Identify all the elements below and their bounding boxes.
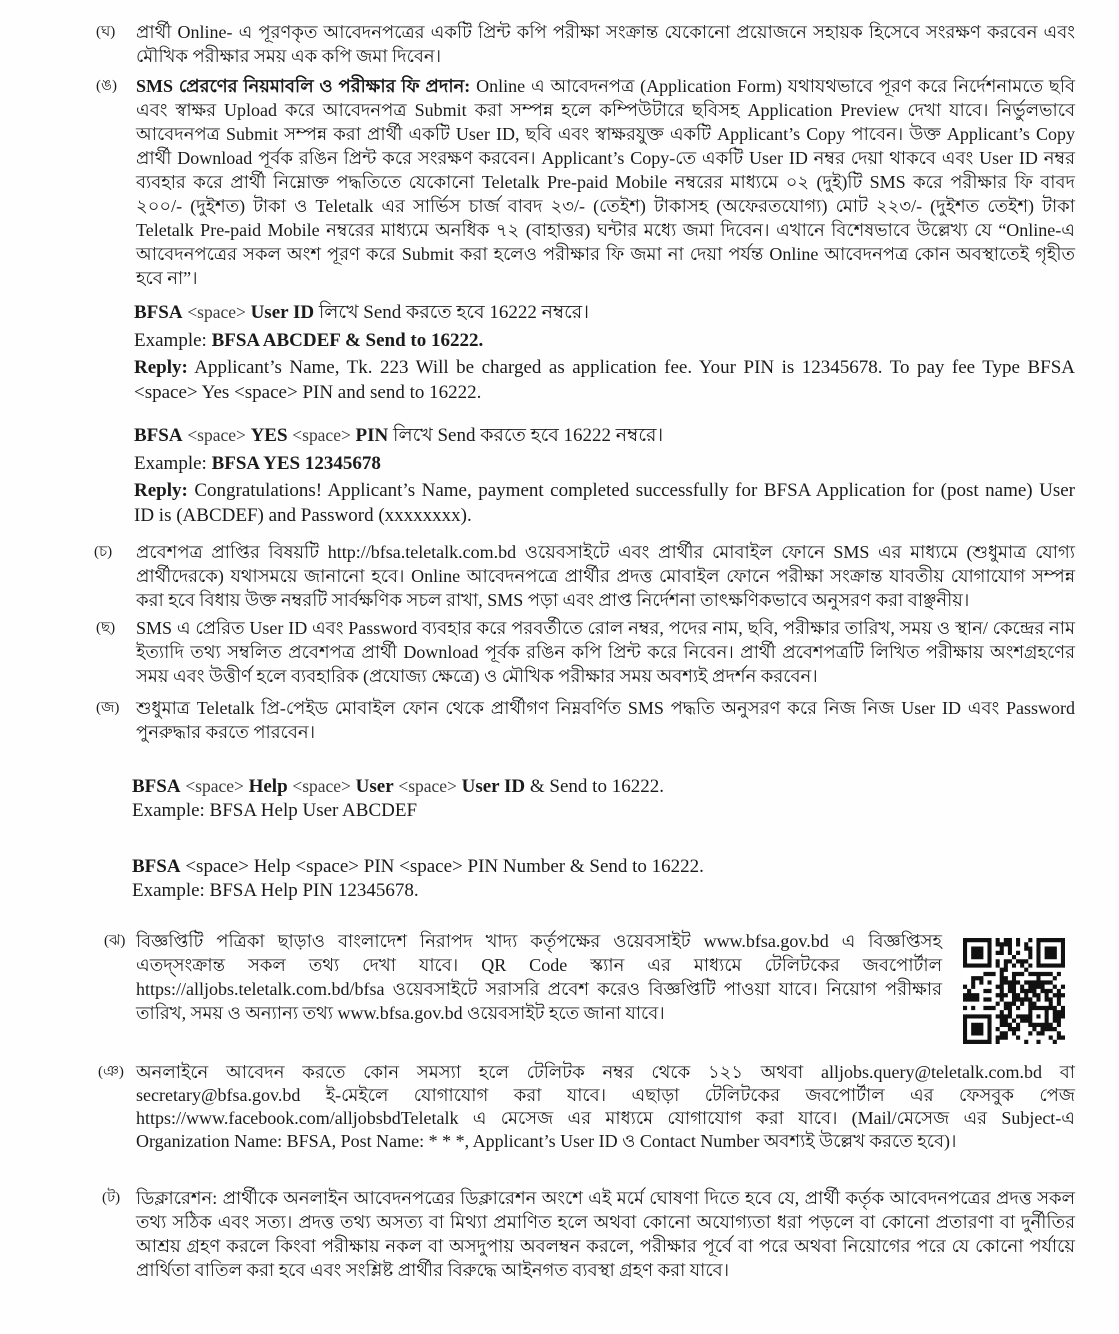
sms-suffix: লিখে Send করতে হবে 16222 নম্বরে। — [318, 302, 590, 323]
item-admit-card-download — [0, 616, 1075, 688]
item-text: SMS এ প্রেরিত User ID এবং Password ব্যবহার করে পরবর্তীতে রোল নম্বর, পদের নাম, ছবি, পরীক্ষার তারিখ, সময় ও স্থান/ কেন্দ্রের নাম ইত্যাদি তথ্য সম্বলিত প্রবেশপত্র প্রার্থী Download পূর্বক রঙিন কপি প্রিন্ট করে নিবেন। প্রার্থী প্রবেশপত্রটি লিখিত পরীক্ষায় অংশগ্রহণের সময় এবং উত্তীর্ণ হলে ব্যবহারিক (প্রযোজ্য ক্ষেত্রে) ও মৌখিক পরীক্ষার সময় অবশ্যই প্রদর্শন করবেন। — [136, 618, 1075, 686]
item-label: (ট) — [102, 1190, 121, 1206]
sms-field: User ID — [250, 302, 315, 323]
item-label: (ঞ) — [98, 1064, 124, 1080]
sms-space-placeholder: <space> — [187, 302, 246, 322]
sms-space-placeholder: <space> — [185, 776, 244, 796]
item-text: ডিক্লারেশন: প্রার্থীকে অনলাইন আবেদনপত্রের ডিক্লারেশন অংশে এই মর্মে ঘোষণা দিতে হবে যে, প্রার্থী কর্তৃক আবেদনপত্রের প্রদত্ত সকল তথ্য সঠিক এবং সত্য। প্রদত্ত তথ্য অসত্য বা মিথ্যা প্রমাণিত হলে অথবা কোনো অযোগ্যতা ধরা পড়লে বা কোনো প্রতারণা বা দুর্নীতির আশ্রয় গ্রহণ করলে কিংবা পরীক্ষায় নকল বা অসদুপায় অবলম্বন করলে, পরীক্ষার পূর্বে বা পরে অথবা নিয়োগের পরে যে কোনো পর্যায়ে প্রার্থিতা বাতিল করা হবে এবং সংশ্লিষ্ট প্রার্থীর বিরুদ্ধে আইনগত ব্যবস্থা গ্রহণ করা যাবে। — [136, 1188, 1075, 1280]
sms-keyword: User — [355, 776, 394, 797]
item-website-info — [0, 929, 942, 1025]
item-declaration — [0, 1186, 1075, 1282]
sms-prefix: BFSA — [134, 425, 183, 446]
item-text: অনলাইনে আবেদন করতে কোন সমস্যা হলে টেলিটক নম্বর থেকে ১২১ অথবা alljobs.query@teletalk.com.bd বা secretary@bfsa.gov.bd ই-মেইলে যোগাযোগ করা যাবে। এছাড়া টেলিটকের জবপোর্টাল এর ফেসবুক পেজ https://www.facebook.com/alljobsbdTeletalk এ মেসেজ এর মাধ্যমে যোগাযোগ করা যাবে। (Mail/মেসেজ এর Subject-এ Organization Name: BFSA, Post Name: * * *, Applicant’s User ID ও Contact Number অবশ্যই উল্লেখ করতে হবে)। — [136, 1062, 1075, 1151]
item-contact-support — [0, 1061, 1075, 1153]
item-label: (ঘ) — [96, 24, 116, 40]
sms-reply — [134, 478, 1075, 528]
sms-format-line — [132, 774, 1075, 799]
sms-space-placeholder: <space> — [187, 425, 246, 445]
sms-space-placeholder: <space> — [292, 776, 351, 796]
sms-example-line: Example: BFSA Help PIN 12345678. — [132, 880, 419, 901]
sms-space-placeholder: <space> — [292, 425, 351, 445]
item-label: (ঝ) — [104, 933, 126, 949]
reply-label: Reply: — [134, 357, 188, 378]
item-text: বিজ্ঞপ্তিটি পত্রিকা ছাড়াও বাংলাদেশ নিরাপদ খাদ্য কর্তৃপক্ষের ওয়েবসাইট www.bfsa.gov.bd এ বিজ্ঞপ্তিসহ এতদ্‌সংক্রান্ত সকল তথ্য দেখা যাবে। QR Code স্ক্যান এর মাধ্যমে টেলিটকের জবপোর্টাল https://alljobs.teletalk.com.bd/bfsa ওয়েবসাইটে সরাসরি প্রবেশ করেও বিজ্ঞপ্তিটি পাওয়া যাবে। নিয়োগ পরীক্ষার তারিখ, সময় ও অন্যান্য তথ্য www.bfsa.gov.bd ওয়েবসাইট হতে জানা যাবে। — [136, 931, 942, 1023]
sms-format-line — [134, 298, 1075, 327]
example-label: Example: — [134, 330, 207, 351]
qr-code — [963, 938, 1065, 1044]
sms-example-line: Example: BFSA Help User ABCDEF — [132, 800, 418, 821]
sms-space-placeholder: <space> — [398, 776, 457, 796]
sms-prefix: BFSA — [132, 776, 181, 797]
reply-label: Reply: — [134, 480, 188, 501]
item-text: প্রার্থী Online- এ পূরণকৃত আবেদনপত্রের একটি প্রিন্ট কপি পরীক্ষা সংক্রান্ত যেকোনো প্রয়োজনে সহায়ক হিসেবে সংরক্ষণ করবেন এবং মৌখিক পরীক্ষার সময় এক কপি জমা দিবেন। — [136, 22, 1075, 66]
item-text — [136, 74, 1075, 290]
reply-text: Applicant’s Name, Tk. 223 Will be charged as application fee. Your PIN is 12345678. To pay fee Type BFSA <space> Yes <space> PIN and send to 16222. — [134, 357, 1075, 403]
sms-payment-block — [0, 421, 1075, 528]
item-text: শুধুমাত্র Teletalk প্রি-পেইড মোবাইল ফোন থেকে প্রার্থীগণ নিম্নবর্ণিত SMS পদ্ধতি অনুসরণ করে নিজ নিজ User ID এবং Password পুনরুদ্ধার করতে পারবেন। — [136, 698, 1075, 742]
item-body: Online এ আবেদনপত্র (Application Form) যথাযথভাবে পূরণ করে নির্দেশনামতে ছবি এবং স্বাক্ষর Upload করে আবেদনপত্র Submit করা সম্পন্ন হলে কম্পিউটারে ছবিসহ Application Preview দেখা যাবে। নির্ভুলভাবে আবেদনপত্র Submit সম্পন্ন করা প্রার্থী একটি User ID, ছবি এবং স্বাক্ষরযুক্ত একটি Applicant’s Copy পাবেন। উক্ত Applicant’s Copy প্রার্থী Download পূর্বক রঙিন প্রিন্ট করে সংরক্ষণ করবেন। Applicant’s Copy-তে একটি User ID নম্বর দেয়া থাকবে এবং User ID নম্বর ব্যবহার করে প্রার্থী নিম্নোক্ত পদ্ধতিতে যেকোনো Teletalk Pre-paid Mobile নম্বরের মাধ্যমে ০২ (দুই)টি SMS করে পরীক্ষার ফি বাবদ ২০০/- (দুইশত) টাকা ও Teletalk এর সার্ভিস চার্জ বাবদ ২৩/- (তেইশ) টাকাসহ (অফেরতযোগ্য) মোট ২২৩/- (দুইশত তেইশ) টাকা Teletalk Pre-paid Mobile নম্বরের মাধ্যমে অনধিক ৭২ (বাহাত্তর) ঘন্টার মধ্যে জমা দিবেন। এখানে বিশেষভাবে উল্লেখ্য যে “Online-এ আবেদনপত্রের সকল অংশ পূরণ করে Submit করা হলেও পরীক্ষার ফি জমা না দেয়া পর্যন্ত Online আবেদনপত্র কোন অবস্থাতেই গৃহীত হবে না”। — [136, 76, 1075, 288]
sms-format-rest: <space> Help <space> PIN <space> PIN Number & Send to 16222. — [185, 856, 704, 877]
item-text: প্রবেশপত্র প্রাপ্তির বিষয়টি http://bfsa.teletalk.com.bd ওয়েবসাইটে এবং প্রার্থীর মোবাইল ফোনে SMS এর মাধ্যমে (শুধুমাত্র যোগ্য প্রার্থীদেরকে) যথাসময়ে জানানো হবে। Online আবেদনপত্রে প্রার্থীর প্রদত্ত মোবাইল ফোনে পরীক্ষা সংক্রান্ত যাবতীয় যোগাযোগ সম্পন্ন করা হবে বিধায় উক্ত নম্বরটি সার্বক্ষণিক সচল রাখা, SMS পড়া এবং প্রাপ্ত নির্দেশনা তাৎক্ষণিকভাবে অনুসরণ করা বাঞ্ছনীয়। — [136, 542, 1075, 610]
sms-keyword: YES — [250, 425, 288, 446]
recover-user-id-block — [0, 774, 1075, 823]
example-label: Example: — [134, 453, 207, 474]
example-value: BFSA YES 12345678 — [211, 453, 381, 474]
sms-reply — [134, 355, 1075, 405]
sms-format-line — [134, 421, 1075, 450]
item-label: (জ) — [96, 700, 120, 716]
item-heading: SMS প্রেরণের নিয়মাবলি ও পরীক্ষার ফি প্রদান: — [136, 76, 471, 96]
item-label: (ছ) — [96, 620, 116, 636]
sms-field: PIN — [355, 425, 389, 446]
sms-suffix: & Send to 16222. — [529, 776, 664, 797]
example-value: BFSA ABCDEF & Send to 16222. — [211, 330, 484, 351]
recover-pin-block — [0, 855, 1075, 903]
sms-prefix: BFSA — [132, 856, 181, 877]
sms-registration-block — [0, 298, 1075, 405]
item-label: (ঙ) — [96, 78, 117, 94]
item-admit-card-notice — [0, 540, 1075, 612]
sms-suffix: লিখে Send করতে হবে 16222 নম্বরে। — [393, 425, 664, 446]
item-label: (চ) — [94, 544, 113, 560]
sms-prefix: BFSA — [134, 302, 183, 323]
item-gha — [0, 20, 1075, 68]
item-sms-rules — [0, 74, 1075, 290]
sms-format-line — [132, 855, 1075, 879]
item-password-recovery — [0, 696, 1075, 744]
sms-example-line — [134, 327, 1075, 355]
sms-field: User ID — [461, 776, 526, 797]
sms-keyword: Help — [248, 776, 288, 797]
reply-text: Congratulations! Applicant’s Name, payment completed successfully for BFSA Application for (post name) User ID is (ABCDEF) and Password (xxxxxxxx). — [134, 480, 1075, 526]
sms-example-line — [134, 450, 1075, 478]
